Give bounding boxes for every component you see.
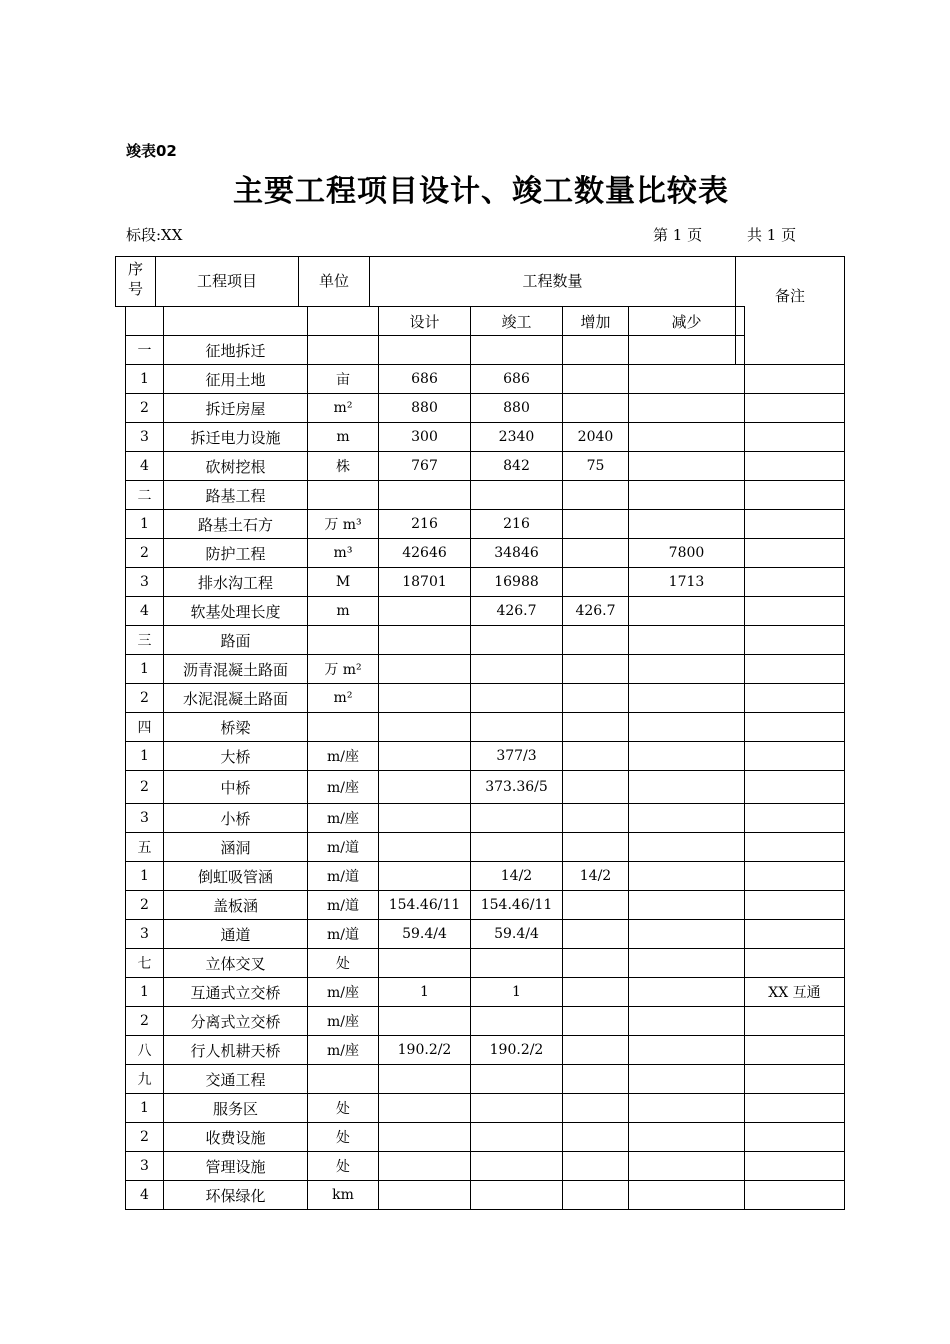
cell-item: 管理设施 — [164, 1152, 308, 1181]
cell-decrease — [629, 684, 745, 713]
cell-seq: 2 — [126, 1007, 164, 1036]
cell-decrease — [629, 626, 745, 655]
table-row — [126, 949, 845, 978]
table-row — [126, 1007, 845, 1036]
table-row — [126, 452, 845, 481]
cell-design: 18701 — [379, 568, 471, 597]
cell-increase — [563, 978, 629, 1007]
cell-unit: 处 — [308, 949, 379, 978]
cell-seq: 1 — [126, 365, 164, 394]
cell-unit: m/座 — [308, 978, 379, 1007]
cell-item: 小桥 — [164, 804, 308, 833]
cell-design — [379, 336, 471, 365]
cell-decrease — [629, 771, 745, 804]
cell-completed — [471, 804, 563, 833]
cell-increase — [563, 1152, 629, 1181]
cell-item: 拆迁电力设施 — [164, 423, 308, 452]
cell-completed: 842 — [471, 452, 563, 481]
cell-design — [379, 481, 471, 510]
cell-item: 行人机耕天桥 — [164, 1036, 308, 1065]
cell-unit: m² — [308, 684, 379, 713]
cell-item: 防护工程 — [164, 539, 308, 568]
cell-unit: 万 m² — [308, 655, 379, 684]
cell-remark — [745, 713, 845, 742]
table-row — [126, 1123, 845, 1152]
cell-unit: m/座 — [308, 771, 379, 804]
cell-decrease — [629, 891, 745, 920]
cell-unit: m — [308, 423, 379, 452]
cell-design: 190.2/2 — [379, 1036, 471, 1065]
cell-seq: 一 — [126, 336, 164, 365]
cell-unit: m/座 — [308, 804, 379, 833]
cell-item: 分离式立交桥 — [164, 1007, 308, 1036]
cell-unit: 亩 — [308, 365, 379, 394]
cell-completed — [471, 655, 563, 684]
cell-remark — [745, 1065, 845, 1094]
cell-item: 路基工程 — [164, 481, 308, 510]
cell-decrease: 7800 — [629, 539, 745, 568]
subheader-completed: 竣工 — [471, 307, 563, 336]
cell-design — [379, 1152, 471, 1181]
cell-decrease — [629, 597, 745, 626]
cell-increase — [563, 1065, 629, 1094]
cell-design — [379, 1181, 471, 1210]
cell-seq: 4 — [126, 1181, 164, 1210]
cell-item: 服务区 — [164, 1094, 308, 1123]
cell-unit: 处 — [308, 1152, 379, 1181]
cell-remark — [745, 684, 845, 713]
cell-item: 收费设施 — [164, 1123, 308, 1152]
cell-remark — [745, 920, 845, 949]
table-row — [126, 1065, 845, 1094]
subheader-increase: 增加 — [563, 307, 629, 336]
cell-remark — [745, 597, 845, 626]
cell-design: 42646 — [379, 539, 471, 568]
cell-increase — [563, 510, 629, 539]
cell-remark — [745, 1123, 845, 1152]
cell-item: 沥青混凝土路面 — [164, 655, 308, 684]
cell-item: 水泥混凝土路面 — [164, 684, 308, 713]
cell-completed: 16988 — [471, 568, 563, 597]
subheader-decrease: 减少 — [629, 307, 745, 336]
cell-item: 征用土地 — [164, 365, 308, 394]
cell-seq: 1 — [126, 510, 164, 539]
table-row — [126, 920, 845, 949]
cell-remark — [745, 1181, 845, 1210]
table-row — [126, 1036, 845, 1065]
cell-unit: m/座 — [308, 1007, 379, 1036]
cell-decrease — [629, 920, 745, 949]
table-row — [126, 1152, 845, 1181]
cell-decrease — [629, 862, 745, 891]
cell-design: 880 — [379, 394, 471, 423]
cell-decrease — [629, 655, 745, 684]
cell-design — [379, 713, 471, 742]
cell-completed — [471, 1007, 563, 1036]
cell-completed — [471, 1181, 563, 1210]
cell-increase — [563, 568, 629, 597]
cell-increase: 2040 — [563, 423, 629, 452]
subheader-design: 设计 — [379, 307, 471, 336]
header-quantity: 工程数量 — [522, 272, 583, 290]
cell-decrease — [629, 1036, 745, 1065]
cell-remark: XX 互通 — [745, 978, 845, 1007]
cell-increase — [563, 804, 629, 833]
cell-unit: km — [308, 1181, 379, 1210]
cell-remark — [745, 833, 845, 862]
cell-decrease — [629, 1065, 745, 1094]
cell-seq: 3 — [126, 804, 164, 833]
cell-design: 767 — [379, 452, 471, 481]
table-row — [126, 684, 845, 713]
page-title: 主要工程项目设计、竣工数量比较表 — [233, 174, 729, 209]
cell-remark — [745, 539, 845, 568]
cell-item: 盖板涵 — [164, 891, 308, 920]
cell-decrease — [629, 1152, 745, 1181]
cell-item: 环保绿化 — [164, 1181, 308, 1210]
cell-completed — [471, 1152, 563, 1181]
cell-completed: 2340 — [471, 423, 563, 452]
cell-design: 216 — [379, 510, 471, 539]
cell-increase — [563, 365, 629, 394]
cell-seq: 2 — [126, 684, 164, 713]
cell-unit: m² — [308, 394, 379, 423]
cell-seq: 4 — [126, 452, 164, 481]
cell-remark — [745, 481, 845, 510]
cell-item: 倒虹吸管涵 — [164, 862, 308, 891]
table-row — [126, 423, 845, 452]
cell-completed: 373.36/5 — [471, 771, 563, 804]
cell-increase — [563, 539, 629, 568]
subheader-blank — [308, 307, 379, 336]
cell-seq: 2 — [126, 771, 164, 804]
cell-unit: m — [308, 597, 379, 626]
cell-unit — [308, 336, 379, 365]
cell-increase — [563, 1036, 629, 1065]
cell-decrease — [629, 1094, 745, 1123]
table-row — [126, 1094, 845, 1123]
cell-unit — [308, 1065, 379, 1094]
table-row — [126, 336, 845, 365]
table-row — [126, 771, 845, 804]
cell-unit: m/道 — [308, 862, 379, 891]
cell-increase — [563, 655, 629, 684]
cell-unit: m/道 — [308, 833, 379, 862]
cell-design — [379, 771, 471, 804]
cell-increase — [563, 626, 629, 655]
table-row — [126, 804, 845, 833]
cell-design — [379, 597, 471, 626]
cell-remark — [745, 365, 845, 394]
cell-design: 686 — [379, 365, 471, 394]
cell-remark — [745, 336, 845, 365]
cell-decrease: 1713 — [629, 568, 745, 597]
cell-remark — [745, 655, 845, 684]
cell-item: 涵洞 — [164, 833, 308, 862]
cell-completed: 14/2 — [471, 862, 563, 891]
table-row — [126, 394, 845, 423]
table-row — [126, 481, 845, 510]
cell-item: 桥梁 — [164, 713, 308, 742]
cell-seq: 1 — [126, 862, 164, 891]
cell-item: 交通工程 — [164, 1065, 308, 1094]
cell-completed: 190.2/2 — [471, 1036, 563, 1065]
cell-design — [379, 1007, 471, 1036]
table-row — [126, 539, 845, 568]
cell-seq: 2 — [126, 539, 164, 568]
cell-item: 软基处理长度 — [164, 597, 308, 626]
cell-design: 59.4/4 — [379, 920, 471, 949]
cell-decrease — [629, 510, 745, 539]
cell-unit — [308, 713, 379, 742]
cell-increase — [563, 891, 629, 920]
cell-seq: 1 — [126, 742, 164, 771]
cell-item: 砍树挖根 — [164, 452, 308, 481]
cell-increase — [563, 1007, 629, 1036]
cell-completed — [471, 949, 563, 978]
cell-increase — [563, 920, 629, 949]
cell-seq: 八 — [126, 1036, 164, 1065]
cell-completed: 59.4/4 — [471, 920, 563, 949]
table-row — [126, 891, 845, 920]
cell-completed — [471, 1094, 563, 1123]
cell-increase — [563, 949, 629, 978]
cell-completed: 216 — [471, 510, 563, 539]
cell-unit: m/道 — [308, 920, 379, 949]
cell-increase: 75 — [563, 452, 629, 481]
cell-unit: m/座 — [308, 742, 379, 771]
cell-design — [379, 833, 471, 862]
cell-increase — [563, 1123, 629, 1152]
subheader-remark-blank — [745, 307, 845, 336]
cell-increase — [563, 742, 629, 771]
cell-unit — [308, 626, 379, 655]
cell-increase — [563, 1094, 629, 1123]
header-seq: 序 号 — [127, 260, 143, 298]
cell-remark — [745, 394, 845, 423]
cell-decrease — [629, 978, 745, 1007]
header-unit: 单位 — [318, 272, 349, 290]
cell-unit: M — [308, 568, 379, 597]
cell-seq: 1 — [126, 655, 164, 684]
cell-increase — [563, 481, 629, 510]
table-row — [126, 713, 845, 742]
cell-completed: 1 — [471, 978, 563, 1007]
cell-remark — [745, 771, 845, 804]
cell-remark — [745, 862, 845, 891]
cell-seq: 2 — [126, 891, 164, 920]
quantity-table — [125, 306, 845, 1210]
cell-decrease — [629, 394, 745, 423]
cell-remark — [745, 742, 845, 771]
cell-unit — [308, 481, 379, 510]
cell-design — [379, 862, 471, 891]
cell-seq: 四 — [126, 713, 164, 742]
table-row — [126, 1181, 845, 1210]
cell-increase — [563, 1181, 629, 1210]
cell-design — [379, 1065, 471, 1094]
cell-design — [379, 655, 471, 684]
cell-increase — [563, 336, 629, 365]
cell-design — [379, 949, 471, 978]
cell-seq: 二 — [126, 481, 164, 510]
cell-increase: 426.7 — [563, 597, 629, 626]
cell-decrease — [629, 804, 745, 833]
cell-completed: 154.46/11 — [471, 891, 563, 920]
cell-item: 拆迁房屋 — [164, 394, 308, 423]
cell-item: 通道 — [164, 920, 308, 949]
cell-item: 互通式立交桥 — [164, 978, 308, 1007]
cell-remark — [745, 949, 845, 978]
cell-remark — [745, 1094, 845, 1123]
table-row — [126, 597, 845, 626]
cell-item: 立体交叉 — [164, 949, 308, 978]
table-row — [126, 862, 845, 891]
cell-decrease — [629, 452, 745, 481]
cell-item: 路面 — [164, 626, 308, 655]
cell-seq: 1 — [126, 978, 164, 1007]
table-row — [126, 626, 845, 655]
cell-decrease — [629, 833, 745, 862]
cell-remark — [745, 452, 845, 481]
cell-item: 征地拆迁 — [164, 336, 308, 365]
cell-seq: 三 — [126, 626, 164, 655]
cell-unit: m/座 — [308, 1036, 379, 1065]
cell-seq: 九 — [126, 1065, 164, 1094]
subheader-blank — [126, 307, 164, 336]
cell-remark — [745, 568, 845, 597]
cell-remark — [745, 891, 845, 920]
cell-remark — [745, 1152, 845, 1181]
cell-unit: m³ — [308, 539, 379, 568]
table-body — [126, 307, 845, 1210]
table-row — [126, 833, 845, 862]
cell-remark — [745, 804, 845, 833]
cell-completed — [471, 833, 563, 862]
cell-design: 300 — [379, 423, 471, 452]
table-row — [126, 568, 845, 597]
cell-increase — [563, 713, 629, 742]
section-label: 标段:XX — [126, 226, 183, 244]
table-row — [126, 365, 845, 394]
cell-seq: 4 — [126, 597, 164, 626]
cell-increase — [563, 684, 629, 713]
table-row — [126, 655, 845, 684]
cell-design — [379, 1123, 471, 1152]
cell-seq: 1 — [126, 1094, 164, 1123]
cell-design — [379, 1094, 471, 1123]
cell-item: 中桥 — [164, 771, 308, 804]
cell-unit: m/道 — [308, 891, 379, 920]
cell-unit: 处 — [308, 1094, 379, 1123]
cell-increase: 14/2 — [563, 862, 629, 891]
cell-seq: 五 — [126, 833, 164, 862]
cell-increase — [563, 771, 629, 804]
cell-seq: 2 — [126, 1123, 164, 1152]
cell-decrease — [629, 1123, 745, 1152]
table-row — [126, 742, 845, 771]
page-total: 共 1 页 — [747, 226, 797, 244]
cell-design: 1 — [379, 978, 471, 1007]
cell-design — [379, 684, 471, 713]
subheader-blank — [164, 307, 308, 336]
cell-completed — [471, 1065, 563, 1094]
cell-unit: 处 — [308, 1123, 379, 1152]
cell-design — [379, 804, 471, 833]
cell-completed — [471, 1123, 563, 1152]
cell-increase — [563, 394, 629, 423]
cell-remark — [745, 626, 845, 655]
cell-completed — [471, 626, 563, 655]
table-row — [126, 510, 845, 539]
cell-completed: 426.7 — [471, 597, 563, 626]
cell-completed — [471, 684, 563, 713]
cell-decrease — [629, 1181, 745, 1210]
cell-decrease — [629, 713, 745, 742]
cell-seq: 七 — [126, 949, 164, 978]
cell-decrease — [629, 742, 745, 771]
cell-unit: 株 — [308, 452, 379, 481]
cell-seq: 2 — [126, 394, 164, 423]
cell-completed: 377/3 — [471, 742, 563, 771]
cell-decrease — [629, 336, 745, 365]
cell-remark — [745, 423, 845, 452]
cell-seq: 3 — [126, 568, 164, 597]
cell-decrease — [629, 949, 745, 978]
cell-item: 路基土石方 — [164, 510, 308, 539]
cell-design: 154.46/11 — [379, 891, 471, 920]
cell-remark — [745, 1007, 845, 1036]
cell-decrease — [629, 365, 745, 394]
header-remark: 备注 — [774, 287, 805, 305]
cell-design — [379, 742, 471, 771]
cell-completed — [471, 336, 563, 365]
table-row — [126, 978, 845, 1007]
cell-completed — [471, 481, 563, 510]
cell-completed: 34846 — [471, 539, 563, 568]
page-number: 第 1 页 — [653, 226, 703, 244]
form-code: 竣表02 — [126, 142, 177, 160]
cell-increase — [563, 833, 629, 862]
cell-design — [379, 626, 471, 655]
cell-remark — [745, 1036, 845, 1065]
subheader-row — [126, 307, 845, 336]
cell-unit: 万 m³ — [308, 510, 379, 539]
cell-decrease — [629, 423, 745, 452]
cell-completed — [471, 713, 563, 742]
cell-seq: 3 — [126, 1152, 164, 1181]
cell-item: 大桥 — [164, 742, 308, 771]
cell-decrease — [629, 481, 745, 510]
header-item: 工程项目 — [196, 272, 257, 290]
cell-completed: 880 — [471, 394, 563, 423]
cell-decrease — [629, 1007, 745, 1036]
cell-item: 排水沟工程 — [164, 568, 308, 597]
cell-completed: 686 — [471, 365, 563, 394]
cell-seq: 3 — [126, 423, 164, 452]
cell-seq: 3 — [126, 920, 164, 949]
cell-remark — [745, 510, 845, 539]
